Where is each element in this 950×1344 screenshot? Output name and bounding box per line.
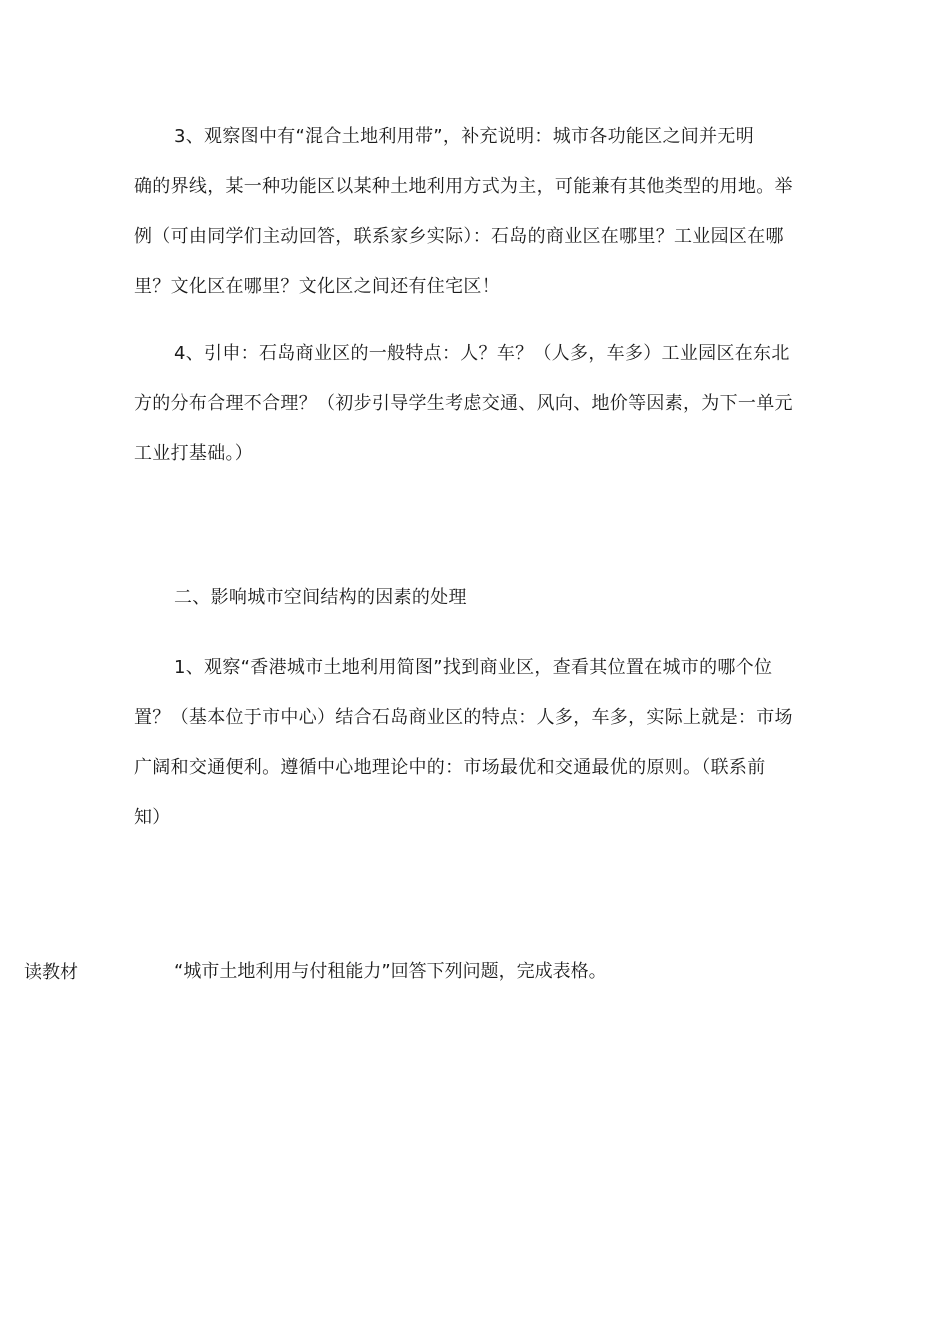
text-line: 例（可由同学们主动回答，联系家乡实际）：石岛的商业区在哪里？工业园区在哪 <box>134 226 784 247</box>
text-line: 广阔和交通便利。遵循中心地理论中的：市场最优和交通最优的原则。（联系前 <box>134 757 766 778</box>
text-line: 置？（基本位于市中心）结合石岛商业区的特点：人多，车多，实际上就是：市场 <box>134 707 793 728</box>
text-line: 方的分布合理不合理？（初步引导学生考虑交通、风向、地价等因素，为下一单元 <box>134 393 793 414</box>
side-label: 读教材 <box>24 962 78 980</box>
paragraph-commercial-zone-features <box>134 329 824 479</box>
paragraph-hong-kong-map <box>134 643 824 843</box>
text-line: 知） <box>134 807 171 828</box>
text-line: 4、引申：石岛商业区的一般特点：人？车？（人多，车多）工业园区在东北 <box>174 343 790 364</box>
text-line: 1、观察“香港城市土地利用简图”找到商业区，查看其位置在城市的哪个位 <box>174 657 773 678</box>
section-heading <box>134 573 824 623</box>
text-line: 工业打基础。） <box>134 443 254 464</box>
text-line: 里？文化区在哪里？文化区之间还有住宅区！ <box>134 276 500 297</box>
text-line: 确的界线，某一种功能区以某种土地利用方式为主，可能兼有其他类型的用地。举 <box>134 176 793 197</box>
text-line: 3、观察图中有“混合土地利用带”，补充说明：城市各功能区之间并无明 <box>174 126 754 147</box>
question-line: “城市土地利用与付租能力”回答下列问题，完成表格。 <box>174 961 607 982</box>
section-heading-text: 二、影响城市空间结构的因素的处理 <box>174 587 467 608</box>
paragraph-mixed-land-use <box>134 112 824 312</box>
